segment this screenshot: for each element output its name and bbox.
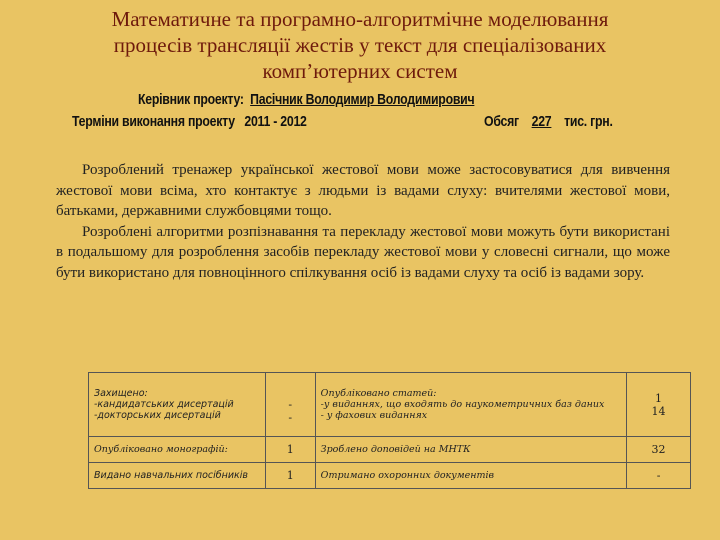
cell: Захищено: -кандидатських дисертацій -докторських дисертацій: [89, 373, 266, 437]
cell: Опубліковано монографій:: [89, 437, 266, 463]
cell: -: [627, 463, 691, 489]
cell: 32: [627, 437, 691, 463]
volume-value: 227: [531, 113, 552, 130]
leader-label: Керівник проекту:: [138, 91, 244, 108]
cell: Опубліковано статей: -у виданнях, що входять до наукометричних баз даних - у фахових виданнях: [315, 373, 626, 437]
term-label: Терміни виконання проекту: [72, 113, 235, 130]
project-term: [72, 113, 307, 130]
term-value: 2011 - 2012: [244, 113, 307, 130]
table-row: [89, 373, 691, 437]
cell: Зроблено доповідей на МНТК: [315, 437, 626, 463]
cell: 1: [265, 463, 315, 489]
cell: - -: [265, 373, 315, 437]
paragraph: Розроблені алгоритми розпізнавання та перекладу жестової мови можуть бути використані в подальшому для розроблення засобів перекладу жестової мови у словесні сигнали, що може бути використано для повноцінного спілкування осіб із вадами слуху та осіб із вадами зору.: [56, 223, 670, 281]
volume-label: Обсяг: [484, 113, 519, 130]
results-table: [88, 372, 691, 489]
title-line: комп’ютерних систем: [262, 59, 458, 83]
cell: 1: [265, 437, 315, 463]
project-leader: [138, 91, 474, 108]
volume-unit: тис. грн.: [564, 113, 613, 130]
table-row: [89, 463, 691, 489]
page-title: [0, 6, 720, 84]
leader-name: Пасічник Володимир Володимирович: [250, 91, 475, 108]
title-line: Математичне та програмно-алгоритмічне моделювання: [111, 7, 609, 31]
project-volume: [484, 113, 613, 130]
paragraph: Розроблений тренажер української жестової мови може застосовуватися для вивчення жестової мови всіма, хто контактує з людьми із вадами слуху: вчителями жестової мови, батьками, державними службовцями тощо.: [56, 162, 670, 220]
cell: Отримано охоронних документів: [315, 463, 626, 489]
cell: Видано навчальних посібників: [89, 463, 266, 489]
title-line: процесів трансляції жестів у текст для спеціалізованих: [113, 33, 607, 57]
description: [56, 160, 670, 284]
table-row: [89, 437, 691, 463]
cell: 1 14: [627, 373, 691, 437]
